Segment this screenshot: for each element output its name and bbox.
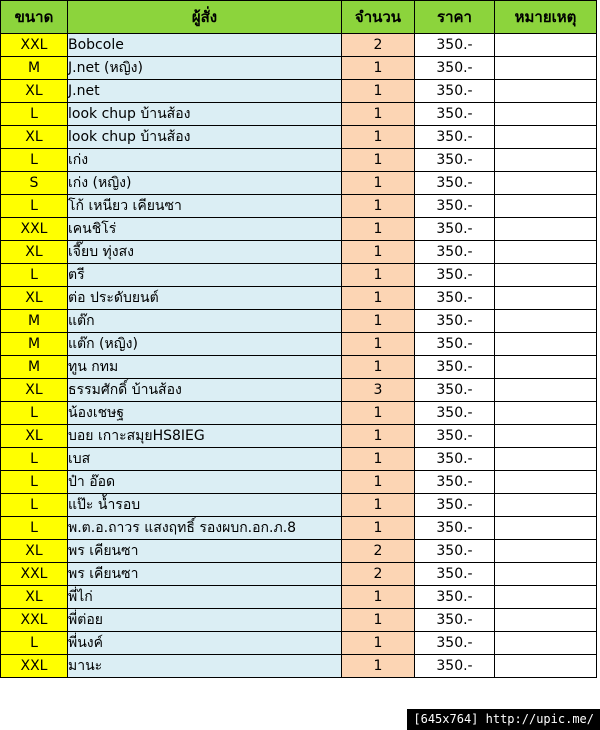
quantity-cell: 1 — [342, 448, 415, 471]
orderer-cell: ธรรมศักดิ์ บ้านส้อง — [68, 379, 342, 402]
orderer-cell: ทูน กทม — [68, 356, 342, 379]
note-cell — [495, 356, 597, 379]
price-cell: 350.- — [415, 241, 495, 264]
quantity-cell: 1 — [342, 494, 415, 517]
header-note: หมายเหตุ — [495, 1, 597, 34]
note-cell — [495, 471, 597, 494]
orderer-cell: J.net — [68, 80, 342, 103]
note-cell — [495, 425, 597, 448]
table-row — [1, 632, 597, 655]
price-cell: 350.- — [415, 103, 495, 126]
price-cell: 350.- — [415, 632, 495, 655]
size-cell: XL — [1, 586, 68, 609]
header-price: ราคา — [415, 1, 495, 34]
note-cell — [495, 172, 597, 195]
note-cell — [495, 563, 597, 586]
table-row — [1, 241, 597, 264]
orderer-cell: แป๊ะ น้ำรอบ — [68, 494, 342, 517]
quantity-cell: 2 — [342, 34, 415, 57]
table-row — [1, 609, 597, 632]
size-cell: XXL — [1, 609, 68, 632]
orderer-cell: look chup บ้านส้อง — [68, 126, 342, 149]
orderer-cell: พร เคียนซา — [68, 540, 342, 563]
price-cell: 350.- — [415, 563, 495, 586]
price-cell: 350.- — [415, 356, 495, 379]
orderer-cell: พร เคียนซา — [68, 563, 342, 586]
note-cell — [495, 310, 597, 333]
orderer-cell: เคนชิโร่ — [68, 218, 342, 241]
note-cell — [495, 333, 597, 356]
orderer-cell: พี่ไก่ — [68, 586, 342, 609]
quantity-cell: 1 — [342, 310, 415, 333]
quantity-cell: 1 — [342, 195, 415, 218]
size-cell: L — [1, 103, 68, 126]
table-row — [1, 310, 597, 333]
table-row — [1, 379, 597, 402]
table-row — [1, 126, 597, 149]
note-cell — [495, 34, 597, 57]
quantity-cell: 1 — [342, 517, 415, 540]
price-cell: 350.- — [415, 57, 495, 80]
orderer-cell: เก่ง (หญิง) — [68, 172, 342, 195]
header-row — [1, 1, 597, 34]
size-cell: S — [1, 172, 68, 195]
price-cell: 350.- — [415, 517, 495, 540]
size-cell: XL — [1, 540, 68, 563]
orderer-cell: เจี๊ยบ ทุ่งสง — [68, 241, 342, 264]
price-cell: 350.- — [415, 172, 495, 195]
header-size: ขนาด — [1, 1, 68, 34]
quantity-cell: 3 — [342, 379, 415, 402]
size-cell: XL — [1, 241, 68, 264]
size-cell: L — [1, 264, 68, 287]
table-row — [1, 333, 597, 356]
note-cell — [495, 80, 597, 103]
orderer-cell: โก้ เหนียว เคียนซา — [68, 195, 342, 218]
quantity-cell: 2 — [342, 563, 415, 586]
price-cell: 350.- — [415, 218, 495, 241]
table-row — [1, 264, 597, 287]
note-cell — [495, 517, 597, 540]
table-row — [1, 540, 597, 563]
orderer-cell: Bobcole — [68, 34, 342, 57]
table-row — [1, 80, 597, 103]
table-row — [1, 218, 597, 241]
size-cell: L — [1, 448, 68, 471]
orderer-cell: ต่อ ประดับยนต์ — [68, 287, 342, 310]
note-cell — [495, 218, 597, 241]
table-row — [1, 563, 597, 586]
size-cell: L — [1, 195, 68, 218]
note-cell — [495, 287, 597, 310]
quantity-cell: 1 — [342, 241, 415, 264]
size-cell: L — [1, 632, 68, 655]
price-cell: 350.- — [415, 586, 495, 609]
quantity-cell: 1 — [342, 264, 415, 287]
price-cell: 350.- — [415, 80, 495, 103]
orderer-cell: เก่ง — [68, 149, 342, 172]
price-cell: 350.- — [415, 494, 495, 517]
size-cell: M — [1, 310, 68, 333]
quantity-cell: 1 — [342, 609, 415, 632]
price-cell: 350.- — [415, 149, 495, 172]
price-cell: 350.- — [415, 310, 495, 333]
orderer-cell: เบส — [68, 448, 342, 471]
note-cell — [495, 149, 597, 172]
size-cell: XXL — [1, 655, 68, 678]
note-cell — [495, 448, 597, 471]
table-body — [1, 34, 597, 678]
table-row — [1, 57, 597, 80]
price-cell: 350.- — [415, 333, 495, 356]
size-cell: XXL — [1, 34, 68, 57]
quantity-cell: 1 — [342, 425, 415, 448]
note-cell — [495, 494, 597, 517]
price-cell: 350.- — [415, 471, 495, 494]
size-cell: XL — [1, 379, 68, 402]
size-cell: XL — [1, 126, 68, 149]
quantity-cell: 1 — [342, 172, 415, 195]
table-row — [1, 448, 597, 471]
orderer-cell: มานะ — [68, 655, 342, 678]
quantity-cell: 1 — [342, 632, 415, 655]
price-cell: 350.- — [415, 609, 495, 632]
table-row — [1, 471, 597, 494]
price-cell: 350.- — [415, 287, 495, 310]
header-quantity: จำนวน — [342, 1, 415, 34]
note-cell — [495, 586, 597, 609]
price-cell: 350.- — [415, 264, 495, 287]
table-row — [1, 172, 597, 195]
orderer-cell: น้องเชษฐ — [68, 402, 342, 425]
note-cell — [495, 103, 597, 126]
price-cell: 350.- — [415, 402, 495, 425]
watermark: [645x764] http://upic.me/ — [407, 709, 600, 730]
quantity-cell: 1 — [342, 218, 415, 241]
note-cell — [495, 632, 597, 655]
table-row — [1, 425, 597, 448]
quantity-cell: 1 — [342, 471, 415, 494]
size-cell: M — [1, 356, 68, 379]
note-cell — [495, 195, 597, 218]
table-row — [1, 494, 597, 517]
header-orderer: ผู้สั่ง — [68, 1, 342, 34]
table-row — [1, 149, 597, 172]
orderer-cell: J.net (หญิง) — [68, 57, 342, 80]
size-cell: XL — [1, 425, 68, 448]
quantity-cell: 1 — [342, 126, 415, 149]
quantity-cell: 1 — [342, 57, 415, 80]
size-cell: L — [1, 517, 68, 540]
note-cell — [495, 264, 597, 287]
price-cell: 350.- — [415, 448, 495, 471]
note-cell — [495, 241, 597, 264]
note-cell — [495, 655, 597, 678]
size-cell: M — [1, 333, 68, 356]
orderer-cell: แต๊ก — [68, 310, 342, 333]
price-cell: 350.- — [415, 379, 495, 402]
orderer-cell: แต๊ก (หญิง) — [68, 333, 342, 356]
price-cell: 350.- — [415, 34, 495, 57]
quantity-cell: 1 — [342, 333, 415, 356]
note-cell — [495, 126, 597, 149]
size-cell: L — [1, 149, 68, 172]
quantity-cell: 1 — [342, 149, 415, 172]
size-cell: XL — [1, 287, 68, 310]
quantity-cell: 1 — [342, 402, 415, 425]
price-cell: 350.- — [415, 540, 495, 563]
note-cell — [495, 402, 597, 425]
orderer-cell: พี่นงค์ — [68, 632, 342, 655]
table-row — [1, 195, 597, 218]
quantity-cell: 2 — [342, 540, 415, 563]
price-cell: 350.- — [415, 195, 495, 218]
note-cell — [495, 379, 597, 402]
quantity-cell: 1 — [342, 103, 415, 126]
table-row — [1, 517, 597, 540]
price-cell: 350.- — [415, 425, 495, 448]
orderer-cell: พ.ต.อ.ถาวร แสงฤทธิ์ รองผบก.อก.ภ.8 — [68, 517, 342, 540]
quantity-cell: 1 — [342, 655, 415, 678]
size-cell: L — [1, 402, 68, 425]
size-cell: XXL — [1, 218, 68, 241]
size-cell: L — [1, 494, 68, 517]
orderer-cell: บอย เกาะสมุยHS8IEG — [68, 425, 342, 448]
orderer-cell: ป๋า อ๊อด — [68, 471, 342, 494]
note-cell — [495, 609, 597, 632]
table-row — [1, 586, 597, 609]
size-cell: L — [1, 471, 68, 494]
table-row — [1, 34, 597, 57]
orderer-cell: ตรี — [68, 264, 342, 287]
note-cell — [495, 57, 597, 80]
quantity-cell: 1 — [342, 356, 415, 379]
table-row — [1, 655, 597, 678]
table-row — [1, 402, 597, 425]
size-cell: XL — [1, 80, 68, 103]
table-row — [1, 356, 597, 379]
orderer-cell: look chup บ้านส้อง — [68, 103, 342, 126]
price-cell: 350.- — [415, 655, 495, 678]
note-cell — [495, 540, 597, 563]
price-cell: 350.- — [415, 126, 495, 149]
quantity-cell: 1 — [342, 287, 415, 310]
size-cell: M — [1, 57, 68, 80]
quantity-cell: 1 — [342, 586, 415, 609]
quantity-cell: 1 — [342, 80, 415, 103]
orderer-cell: พี่ต่อย — [68, 609, 342, 632]
table-row — [1, 103, 597, 126]
size-cell: XXL — [1, 563, 68, 586]
table-row — [1, 287, 597, 310]
